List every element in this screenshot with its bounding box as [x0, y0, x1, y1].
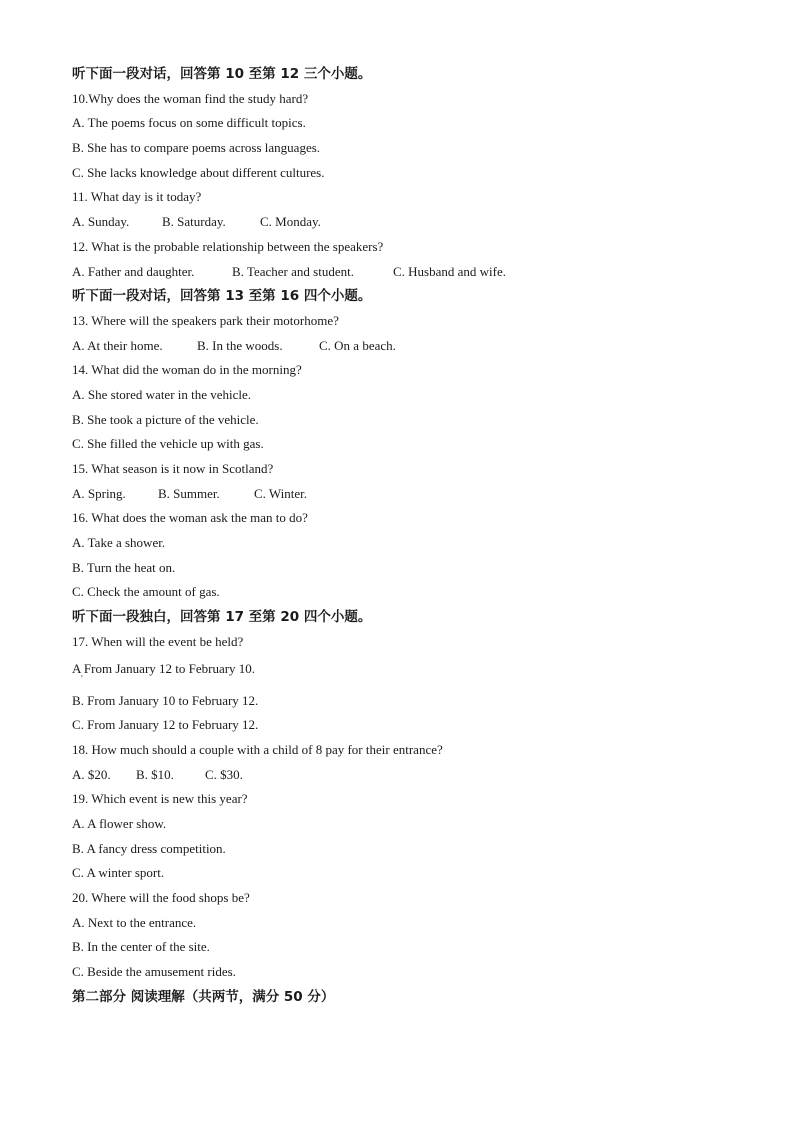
option-a: A. A flower show. [72, 815, 167, 831]
option-c: C. $30. [205, 766, 243, 782]
part-heading: 第二部分 阅读理解（共两节，满分 50 分） [72, 988, 335, 1005]
options-row [72, 482, 732, 507]
option-b: B. From January 10 to February 12. [72, 692, 259, 708]
stray-mark: ' [81, 673, 83, 685]
question-text: 18. How much should a couple with a child of 8 pay for their entrance? [72, 741, 443, 757]
option-c: C. Check the amount of gas. [72, 584, 220, 600]
option-a: A. Next to the entrance. [72, 914, 197, 930]
option-a: A. $20. [72, 766, 111, 782]
question-text: 13. Where will the speakers park their motorhome? [72, 312, 339, 328]
question-text: 12. What is the probable relationship between the speakers? [72, 238, 384, 254]
option-c: C. Beside the amusement rides. [72, 964, 236, 980]
option-b: B. Teacher and student. [232, 263, 354, 279]
section-heading: 听下面一段对话，回答第 13 至第 16 四个小题。 [72, 288, 372, 305]
document-page [72, 62, 732, 1009]
option-b: B. In the center of the site. [72, 939, 210, 955]
option-a: A. At their home. [72, 337, 163, 353]
option-c: C. She filled the vehicle up with gas. [72, 436, 264, 452]
option-a: A. She stored water in the vehicle. [72, 386, 252, 402]
option-c: C. Winter. [254, 485, 308, 501]
question-text: 11. What day is it today? [72, 189, 202, 205]
option-c: C. From January 12 to February 12. [72, 717, 259, 733]
options-row [72, 763, 732, 788]
option-a: A. Father and daughter. [72, 263, 195, 279]
options-row [72, 210, 732, 235]
option-a: A. The poems focus on some difficult topics. [72, 115, 306, 131]
option-b: B. She took a picture of the vehicle. [72, 411, 259, 427]
option-c: C. A winter sport. [72, 865, 165, 881]
question-text: 20. Where will the food shops be? [72, 890, 250, 905]
option-c: C. Monday. [260, 214, 321, 230]
section-heading: 听下面一段独白，回答第 17 至第 20 四个小题。 [72, 609, 372, 626]
option-b: B. Saturday. [162, 214, 226, 230]
option-a: A. Sunday. [72, 214, 130, 230]
question-text: 14. What did the woman do in the morning? [72, 362, 302, 378]
option-c: C. On a beach. [319, 337, 396, 353]
question-text: 17. When will the event be held? [72, 633, 244, 649]
question-text: 10.Why does the woman find the study hard? [72, 90, 309, 106]
question-text: 19. Which event is new this year? [72, 791, 248, 807]
section-heading: 听下面一段对话，回答第 10 至第 12 三个小题。 [72, 66, 372, 82]
option-b: B. A fancy dress competition. [72, 840, 226, 856]
option-b: B. Turn the heat on. [72, 559, 176, 575]
option-a: A From January 12 to February 10. [72, 660, 256, 676]
options-row [72, 334, 732, 359]
options-row [72, 260, 732, 285]
option-b: B. In the woods. [197, 337, 283, 353]
option-b: B. $10. [136, 766, 174, 782]
option-b: B. She has to compare poems across languages. [72, 140, 321, 156]
option-a: A. Spring. [72, 485, 126, 501]
option-c: C. Husband and wife. [393, 263, 507, 279]
option-b: B. Summer. [158, 485, 220, 501]
question-text: 16. What does the woman ask the man to do? [72, 510, 308, 526]
question-text: 15. What season is it now in Scotland? [72, 461, 274, 476]
option-c: C. She lacks knowledge about different cultures. [72, 164, 325, 180]
option-a: A. Take a shower. [72, 535, 166, 551]
